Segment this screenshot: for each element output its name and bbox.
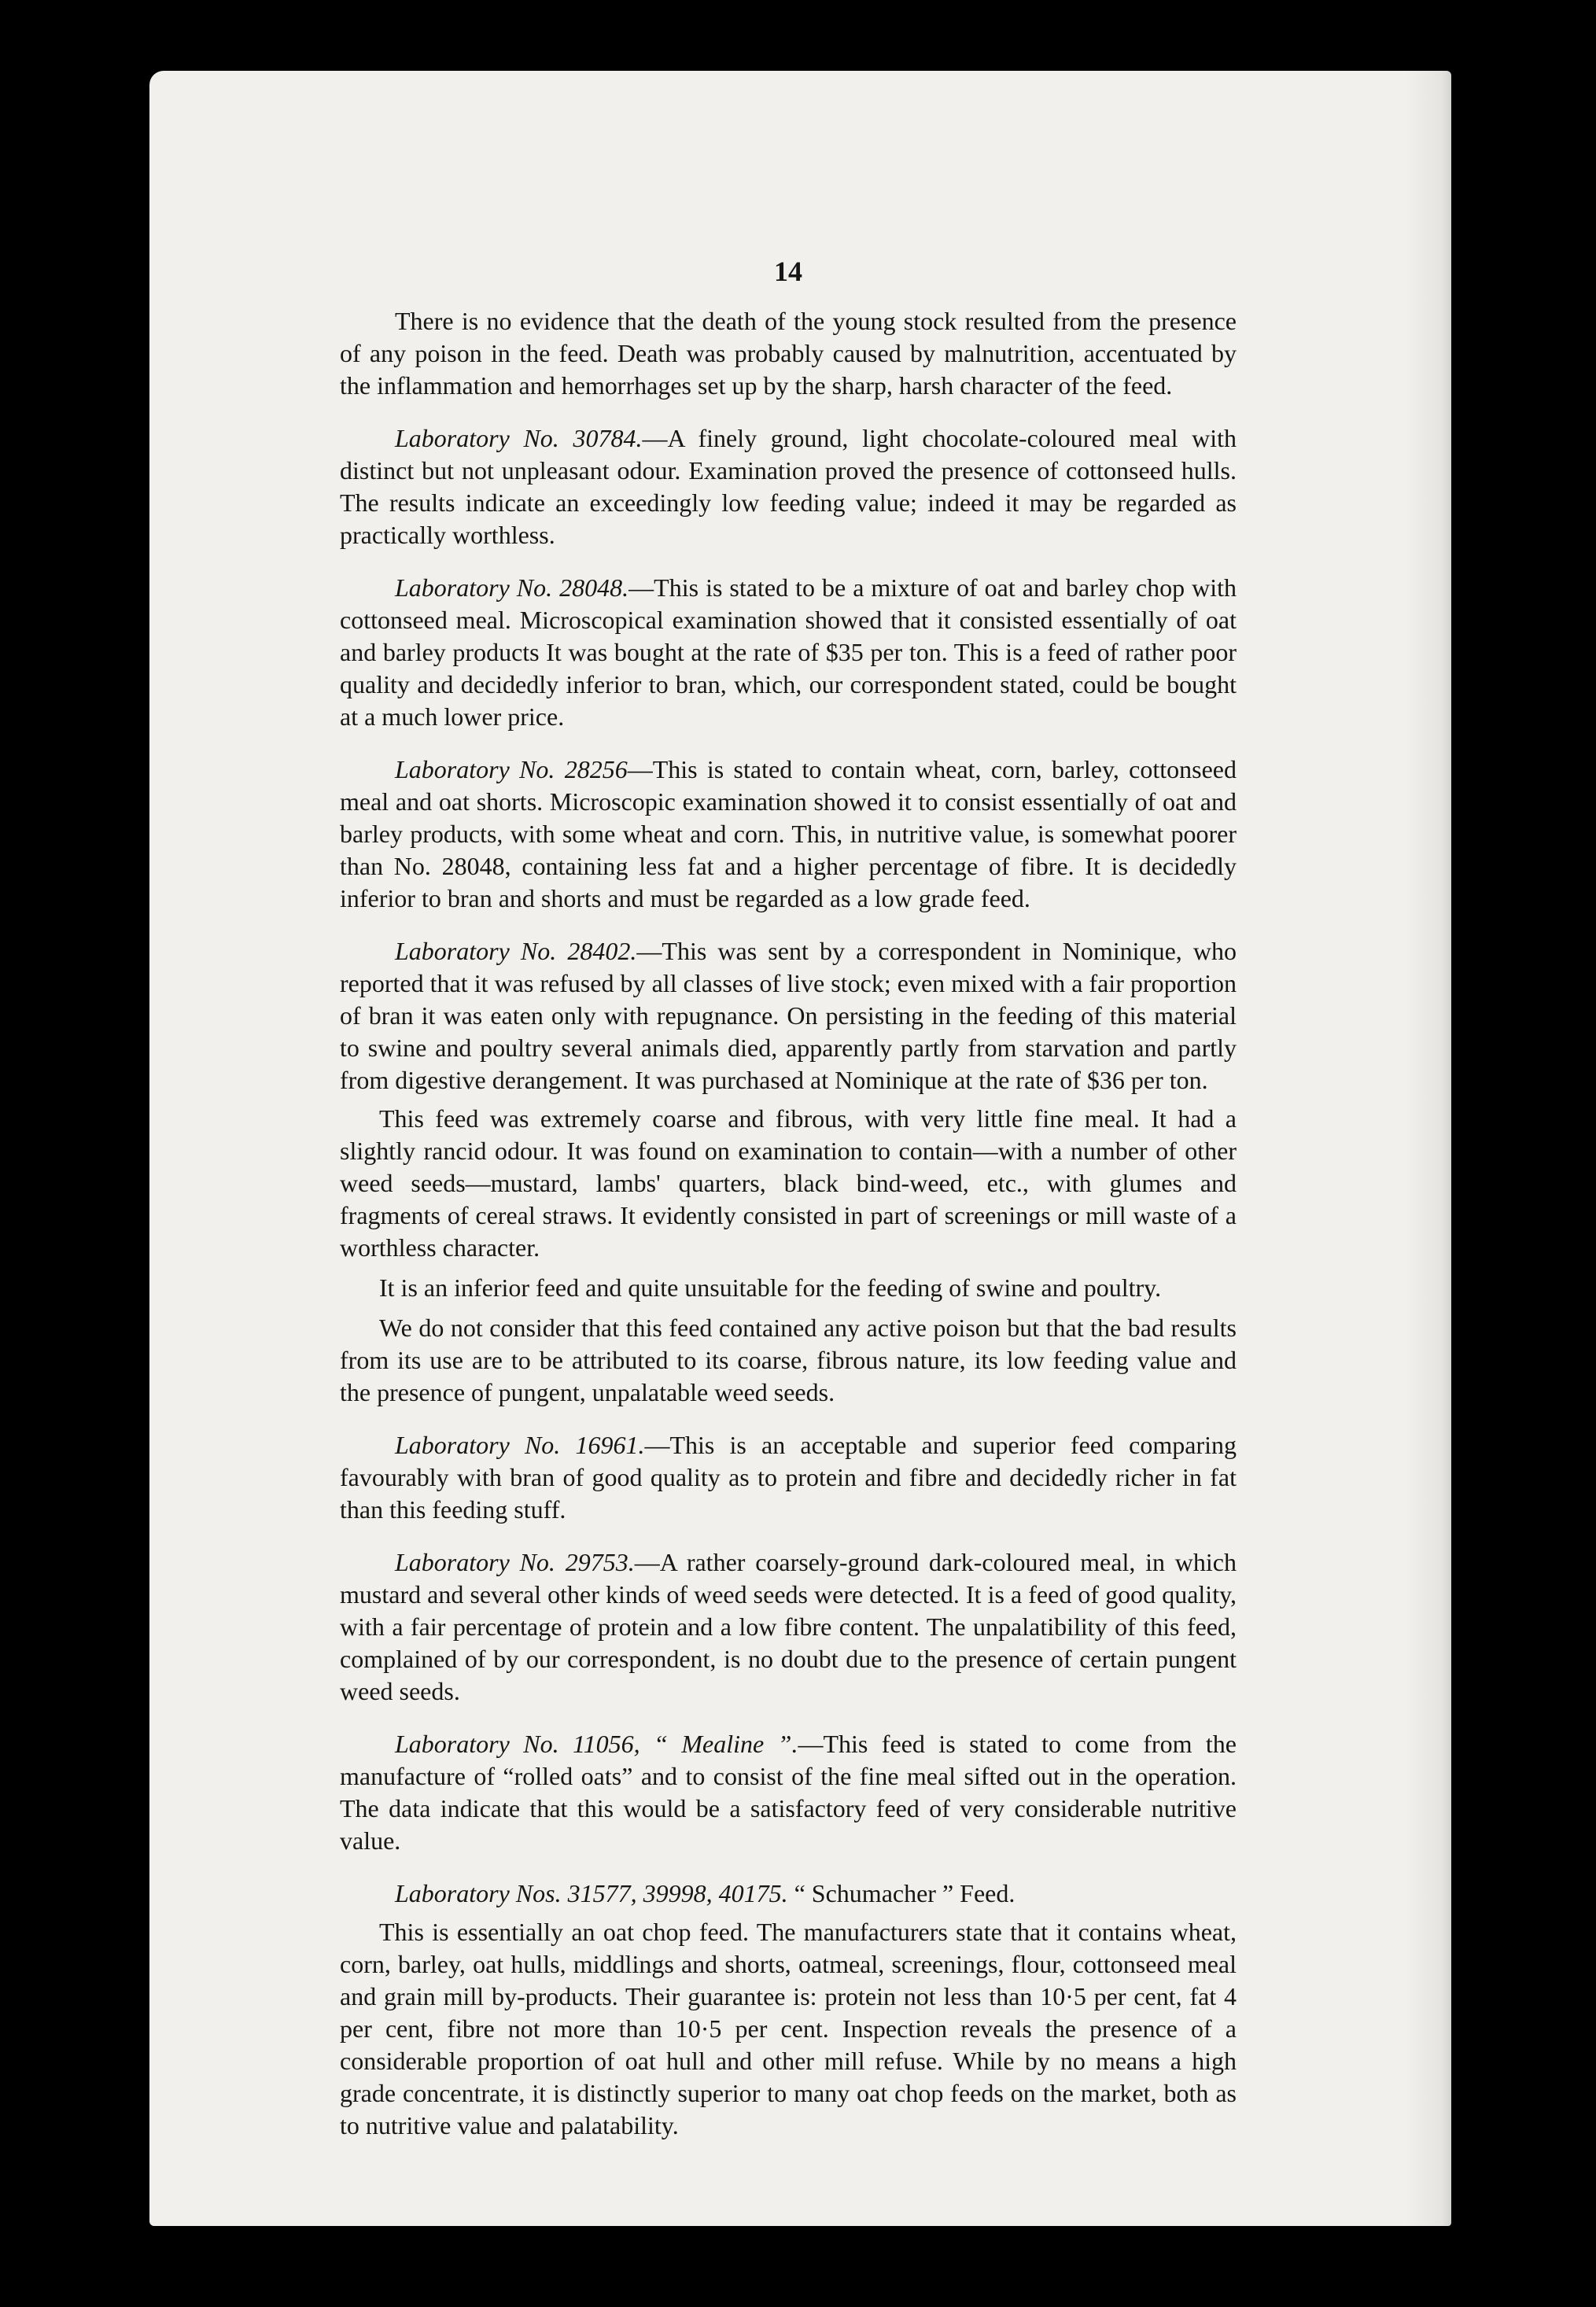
paragraph-text: —This is stated to be a mixture of oat and barley chop with cottonseed meal. Microscopical examination showed that it consisted essentially of oat and barley products It was bought at the rate of $35 per ton. This is a feed of rather poor quality and decidedly inferior to bran, which, our correspondent stated, could be bought at a much lower price. bbox=[340, 573, 1237, 731]
page-edge-shadow bbox=[1404, 71, 1451, 2226]
lab-number-heading: Laboratory Nos. 31577, 39998, 40175. bbox=[395, 1879, 788, 1907]
paragraph-text: It is an inferior feed and quite unsuitable for the feeding of swine and poultry. bbox=[379, 1273, 1162, 1302]
paragraph-text: —A finely ground, light chocolate-coloured meal with distinct but not unpleasant odour. Examination proved the presence of cottonseed hulls. The results indicate an exceedingly low feeding value; indeed it may be regarded as practically worthless. bbox=[340, 424, 1237, 549]
paragraph-text: There is no evidence that the death of the young stock resulted from the presence of any poison in the feed. Death was probably caused by malnutrition, accentuated by the inflammation and hemorrhages set up by the sharp, harsh character of the feed. bbox=[340, 307, 1237, 400]
paragraph-text: —A rather coarsely-ground dark-coloured meal, in which mustard and several other kinds of weed seeds were detected. It is a feed of good quality, with a fair percentage of protein and a low fibre content. The unpalatibility of this feed, complained of by our correspondent, is no doubt due to the presence of certain pungent weed seeds. bbox=[340, 1548, 1237, 1705]
paragraph-text: “ Schumacher ” Feed. bbox=[787, 1879, 1015, 1907]
paragraph-text: —This is an acceptable and superior feed comparing favourably with bran of good quality as to protein and fibre and decidedly richer in fat than this feeding stuff. bbox=[340, 1431, 1237, 1524]
paragraph-lab-16961 bbox=[340, 1429, 1237, 1526]
lab-number-heading: Laboratory No. 28048. bbox=[395, 573, 629, 602]
paragraph-intro bbox=[340, 305, 1237, 402]
paragraph-lab-28402 bbox=[340, 935, 1237, 1096]
paragraph-poison-conclusion bbox=[340, 1312, 1237, 1409]
paragraph-inferior-feed bbox=[340, 1272, 1237, 1304]
paragraph-text: This is essentially an oat chop feed. The manufacturers state that it contains wheat, corn, barley, oat hulls, middlings and shorts, oatmeal, screenings, flour, cottonseed meal and grain mill by-products. Their guarantee is: protein not less than 10·5 per cent, fat 4 per cent, fibre not more than 10·5 per cent. Inspection reveals the presence of a considerable proportion of oat hull and other mill refuse. While by no means a high grade concentrate, it is distinctly superior to many oat chop feeds on the market, both as to nutritive value and palatability. bbox=[340, 1918, 1237, 2139]
lab-number-heading: Laboratory No. 28256 bbox=[395, 755, 628, 783]
paragraph-lab-30784 bbox=[340, 422, 1237, 551]
paragraph-lab-11056 bbox=[340, 1728, 1237, 1857]
lab-number-heading: Laboratory No. 28402. bbox=[395, 937, 637, 965]
lab-number-heading: Laboratory No. 29753. bbox=[395, 1548, 635, 1576]
paragraph-text: —This feed is stated to come from the manufacture of “rolled oats” and to consist of the fine meal sifted out in the operation. The data indicate that this would be a satisfactory feed of very considerable nutritive value. bbox=[340, 1730, 1237, 1855]
paragraph-lab-schumacher bbox=[340, 1878, 1237, 1910]
paragraph-text: This feed was extremely coarse and fibrous, with very little fine meal. It had a slightly rancid odour. It was found on examination to contain—with a number of other weed seeds—mustard, lambs' quarters, black bind-weed, etc., with glumes and fragments of cereal straws. It evidently consisted in part of screenings or mill waste of a worthless character. bbox=[340, 1104, 1237, 1262]
paragraph-lab-28048 bbox=[340, 572, 1237, 733]
paragraph-schumacher-description bbox=[340, 1916, 1237, 2142]
paragraph-text: —This was sent by a correspondent in Nominique, who reported that it was refused by all classes of live stock; even mixed with a fair proportion of bran it was eaten only with repugnance. On persisting in the feeding of this material to swine and poultry several animals died, apparently partly from starvation and partly from digestive derangement. It was purchased at Nominique at the rate of $36 per ton. bbox=[340, 937, 1237, 1094]
lab-number-heading: Laboratory No. 11056, “ Mealine ”. bbox=[395, 1730, 798, 1758]
scanned-page bbox=[149, 71, 1451, 2226]
paragraph-text: We do not consider that this feed contained any active poison but that the bad results from its use are to be attributed to its coarse, fibrous nature, its low feeding value and the presence of pungent, unpalatable weed seeds. bbox=[340, 1314, 1237, 1406]
paragraph-lab-28256 bbox=[340, 754, 1237, 915]
paragraph-text: —This is stated to contain wheat, corn, barley, cottonseed meal and oat shorts. Microscopic examination showed it to consist essentially of oat and barley products, with some wheat and corn. This, in nutritive value, is somewhat poorer than No. 28048, containing less fat and a higher percentage of fibre. It is decidedly inferior to bran and shorts and must be regarded as a low grade feed. bbox=[340, 755, 1237, 912]
paragraph-lab-29753 bbox=[340, 1546, 1237, 1708]
lab-number-heading: Laboratory No. 30784. bbox=[395, 424, 643, 452]
page-content bbox=[340, 256, 1237, 2150]
lab-number-heading: Laboratory No. 16961. bbox=[395, 1431, 645, 1459]
paragraph-feed-description bbox=[340, 1103, 1237, 1264]
page-number: 14 bbox=[774, 256, 802, 287]
